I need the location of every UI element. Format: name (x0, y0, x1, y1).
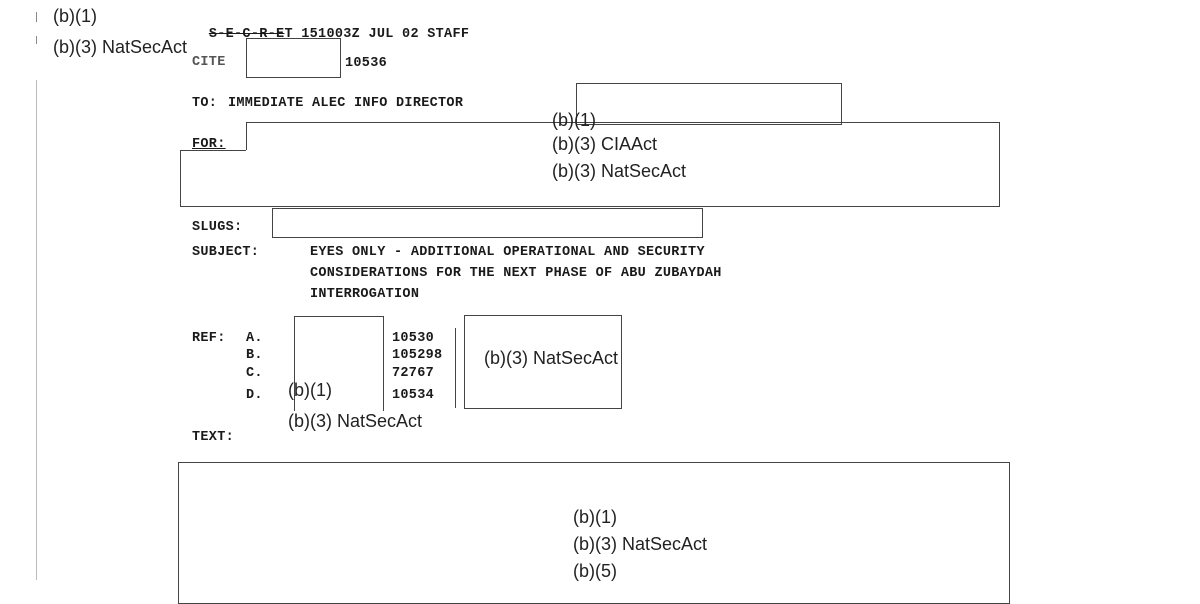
cite-label: CITE (192, 55, 226, 70)
ref-label: REF: (192, 331, 226, 346)
slugs-redaction-box (272, 208, 703, 238)
ref-right-redaction-label: (b)(3) NatSecAct (484, 348, 619, 368)
header-redaction-label-2: (b)(3) NatSecAct (53, 37, 188, 57)
subject-label: SUBJECT: (192, 245, 260, 260)
ref-number-a: 10530 (392, 331, 435, 346)
text-label: TEXT: (192, 430, 235, 445)
for-redaction-box-top (246, 122, 1000, 123)
text-redaction-label-3: (b)(5) (573, 561, 617, 581)
to-redaction-box (576, 83, 842, 125)
ref-left-redaction-label-1: (b)(1) (288, 380, 332, 400)
ref-letter-c: C. (246, 366, 263, 381)
slugs-label: SLUGS: (192, 220, 243, 235)
for-redaction-box-left-lower (180, 150, 181, 206)
classification-tail: T 151003Z JUL 02 STAFF (284, 27, 470, 42)
margin-mark (36, 36, 37, 44)
ref-number-c: 72767 (392, 366, 435, 381)
for-redaction-label-1: (b)(1) (552, 110, 596, 130)
cite-redaction-box (246, 38, 341, 78)
for-redaction-box-mid (180, 150, 246, 151)
for-redaction-label-3: (b)(3) NatSecAct (552, 161, 687, 181)
ref-letter-d: D. (246, 388, 263, 403)
cite-number: 10536 (345, 56, 388, 71)
subject-line-1: EYES ONLY - ADDITIONAL OPERATIONAL AND SECURITY (310, 245, 705, 260)
ref-letter-a: A. (246, 331, 263, 346)
text-redaction-label-2: (b)(3) NatSecAct (573, 534, 708, 554)
ref-letter-b: B. (246, 348, 263, 363)
ref-number-b: 105298 (392, 348, 443, 363)
margin-mark (36, 12, 37, 22)
to-text: IMMEDIATE ALEC INFO DIRECTOR (228, 96, 464, 111)
text-redaction-label-1: (b)(1) (573, 507, 617, 527)
to-label: TO: (192, 96, 218, 111)
header-redaction-label-1: (b)(1) (53, 6, 97, 26)
classification-struck: S-E-C-R-E (208, 27, 285, 42)
ref-left-redaction-label-2: (b)(3) NatSecAct (288, 411, 423, 431)
ref-number-d: 10534 (392, 388, 435, 403)
for-redaction-label-2: (b)(3) CIAAct (552, 134, 658, 154)
margin-mark (36, 80, 37, 580)
subject-line-3: INTERROGATION (310, 287, 420, 302)
subject-line-2: CONSIDERATIONS FOR THE NEXT PHASE OF ABU ZUBAYDAH (310, 266, 722, 281)
for-label: FOR: (192, 137, 226, 152)
for-redaction-box-left-upper (246, 122, 247, 150)
ref-number-bar (455, 328, 456, 408)
